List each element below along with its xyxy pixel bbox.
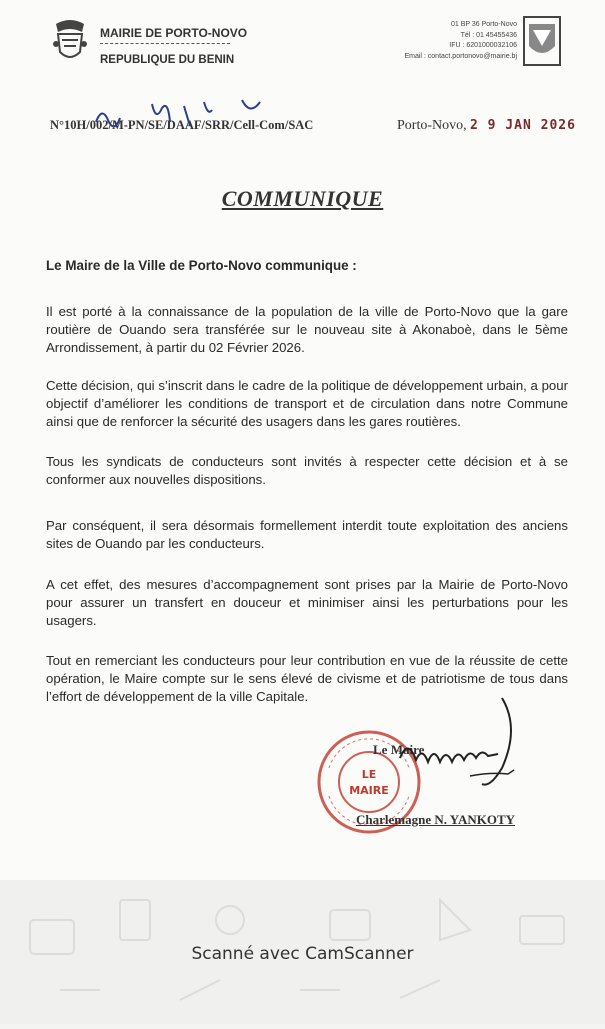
paragraph: Cette décision, qui s’inscrit dans le cadre de la politique de développement urbain, a pour objectif d’améliorer les conditions de transport et de circulation dans notre Commune ainsi que de renforcer la sécurité des usagers dans les gares routières. (46, 378, 568, 429)
paragraph: Tout en remerciant les conducteurs pour leur contribution en vue de la réussite de cette opération, le Maire compte sur le sens élevé de civisme et de patriotisme de tous dans l’effort de développement de la ville Capitale. (46, 653, 568, 704)
header-country: REPUBLIQUE DU BENIN (100, 54, 235, 66)
place-label: Porto-Novo, (397, 118, 467, 133)
mairie-emblem-icon (50, 18, 90, 64)
date-stamp: 2 9 JAN 2026 (470, 118, 576, 133)
contact-line: Tél : 01 45455436 (460, 31, 517, 39)
paragraph: Tous les syndicats de conducteurs sont invités à respecter cette décision et à se conformer aux nouvelles dispositions. (46, 454, 568, 487)
paragraph: Par conséquent, il sera désormais formellement interdit toute exploitation des anciens sites de Ouando par les conducteurs. (46, 518, 568, 551)
title-wrap (0, 186, 605, 212)
paragraph: Il est porté à la connaissance de la population de la ville de Porto-Novo que la gare routière de Ouando sera transférée sur le nouveau site à Akonaboè, dans le 5ème Arrondissement, à partir du 02 Février 2026. (46, 304, 568, 355)
svg-text:MAIRE: MAIRE (349, 784, 389, 797)
header-contact-block (380, 20, 517, 62)
signature-role: Le Maire (373, 742, 425, 757)
signature-icon (390, 688, 540, 798)
header-mairie-name: MAIRIE DE PORTO-NOVO (100, 26, 248, 40)
signatory-name: Charlemagne N. YANKOTY (356, 812, 516, 827)
svg-text:LE: LE (361, 768, 377, 781)
reference-number: N°10H/002/M-PN/SE/DAAF/SRR/Cell-Com/SAC (50, 118, 314, 132)
handwritten-annotation-icon (92, 96, 282, 136)
city-crest-icon (523, 16, 561, 66)
paragraph: A cet effet, des mesures d’accompagnement sont prises par la Mairie de Porto-Novo pour assurer un transfert en douceur et minimiser ainsi les perturbations pour les usagers. (46, 577, 568, 628)
contact-line: IFU : 6201000032106 (449, 42, 517, 49)
contact-line: 01 BP 36 Porto-Novo (450, 21, 517, 28)
intro-line: Le Maire de la Ville de Porto-Novo communique : (46, 258, 357, 273)
page-title: COMMUNIQUE (221, 186, 384, 211)
header-divider (100, 43, 230, 44)
camscanner-label: Scanné avec CamScanner (191, 944, 414, 964)
contact-line: Email : contact.portonovo@mairie.bj (404, 52, 517, 60)
